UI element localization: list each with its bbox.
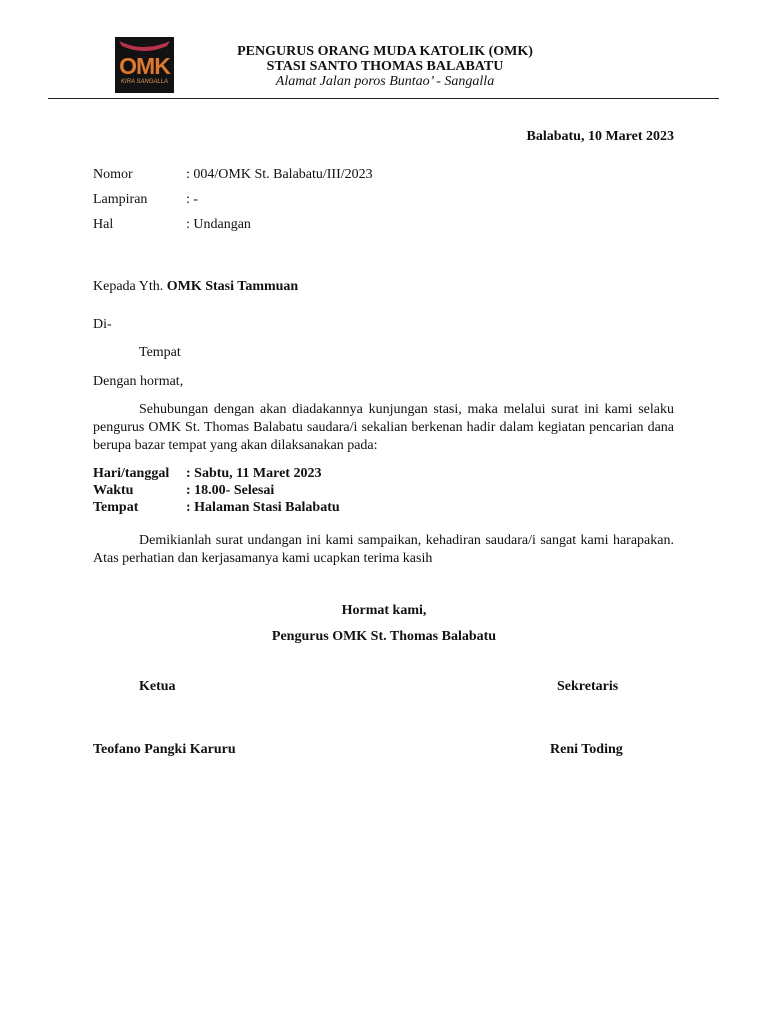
- recipient-prefix: Kepada Yth.: [93, 279, 164, 294]
- event-date-label: Hari/tanggal: [93, 466, 170, 481]
- event-place-value: : Halaman Stasi Balabatu: [186, 500, 340, 515]
- meta-attachment-value: : -: [186, 192, 199, 207]
- event-time-value: : 18.00- Selesai: [186, 483, 275, 498]
- meta-subject-value: : Undangan: [186, 217, 251, 232]
- meta-number-value: : 004/OMK St. Balabatu/III/2023: [186, 167, 373, 182]
- header-organization: PENGURUS ORANG MUDA KATOLIK (OMK): [237, 44, 533, 59]
- recipient-line: [93, 278, 298, 296]
- closing-organization: Pengurus OMK St. Thomas Balabatu: [271, 629, 497, 644]
- header-parish: STASI SANTO THOMAS BALABATU: [266, 59, 504, 74]
- event-date-value: : Sabtu, 11 Maret 2023: [186, 466, 322, 481]
- signature-title-chair: Ketua: [139, 679, 176, 694]
- recipient-di: Di-: [93, 317, 112, 332]
- meta-attachment-label: Lampiran: [93, 192, 148, 207]
- omk-logo: [115, 37, 174, 93]
- signature-title-secretary: Sekretaris: [557, 679, 619, 694]
- recipient-name: OMK Stasi Tammuan: [166, 279, 299, 294]
- body-paragraph-1: Sehubungan dengan akan diadakannya kunjungan stasi, maka melalui surat ini kami selaku pengurus OMK St. Thomas Balabatu saudara/i sekalian berkenan hadir dalam kegiatan pencarian dana berupa bazar tempat yang akan dilaksanakan pada:: [93, 402, 674, 453]
- event-time-label: Waktu: [93, 483, 134, 498]
- closing-regards: Hormat kami,: [341, 603, 427, 618]
- event-place-label: Tempat: [93, 500, 139, 515]
- signature-name-secretary: Reni Toding: [550, 742, 623, 757]
- logo-sub-text: KIRA SANGALLA: [120, 79, 169, 85]
- header-address: Alamat Jalan poros Buntao’ - Sangalla: [275, 74, 495, 89]
- letter-date: Balabatu, 10 Maret 2023: [526, 129, 674, 144]
- logo-ribbon-icon: [115, 37, 174, 54]
- meta-subject-label: Hal: [93, 217, 114, 232]
- meta-number-label: Nomor: [93, 167, 133, 182]
- recipient-place: Tempat: [139, 345, 181, 360]
- header-divider: [48, 98, 719, 99]
- signature-name-chair: Teofano Pangki Karuru: [93, 742, 236, 757]
- greeting: Dengan hormat,: [93, 374, 184, 389]
- body-paragraph-2: Demikianlah surat undangan ini kami sampaikan, kehadiran saudara/i sangat kami harapakan. Atas perhatian dan kerjasamanya kami ucapkan terima kasih: [93, 533, 674, 566]
- logo-main-text: OMK: [119, 53, 170, 79]
